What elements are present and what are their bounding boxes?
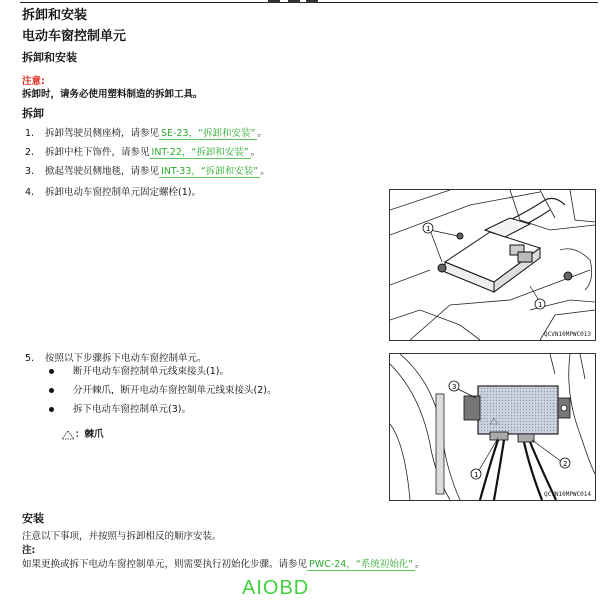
- bullet-dot: [49, 388, 54, 393]
- installation-text: 注意以下事项，并按照与拆卸相反的顺序安装。: [22, 531, 222, 542]
- pawl-icon: [61, 430, 75, 440]
- step-text: 拆卸驾驶员侧座椅，请参见: [45, 128, 160, 139]
- step-number: 1.: [25, 128, 35, 139]
- note-line: [22, 558, 425, 571]
- step-1: [45, 127, 267, 140]
- removal-heading: 拆卸: [22, 107, 44, 120]
- step-5-bullet: 断开电动车窗控制单元线束接头(1)。: [73, 366, 229, 377]
- bullet-dot: [49, 369, 54, 374]
- note-tail: 。: [415, 559, 425, 570]
- step-5-bullet: 分开棘爪，断开电动车窗控制单元线束接头(2)。: [73, 385, 277, 396]
- top-tick: [268, 0, 280, 3]
- step-2: [45, 146, 260, 159]
- step-number: 4.: [25, 187, 35, 198]
- step-text: 掀起驾驶员侧地毯，请参见: [45, 166, 160, 177]
- page-subtitle: 电动车窗控制单元: [22, 29, 127, 44]
- figure-caption: QCVN10MPWC014: [544, 491, 591, 498]
- section-title: 拆卸和安装: [22, 51, 77, 64]
- figure-bolts-drawing: [390, 190, 595, 340]
- figure-caption: QCVN10MPWC013: [544, 331, 591, 338]
- pawl-legend: [61, 428, 104, 441]
- callout-label: 1: [426, 225, 431, 233]
- caution-label: 注意:: [22, 76, 45, 87]
- step-tail: 。: [260, 166, 270, 177]
- callout-label: 1: [474, 471, 479, 479]
- callout-label: 2: [563, 460, 568, 468]
- page-title: 拆卸和安装: [22, 8, 88, 23]
- step-4-text: 拆卸电动车窗控制单元固定螺栓(1)。: [45, 187, 201, 198]
- step-number: 3.: [25, 166, 35, 177]
- link-int-33[interactable]: INT-33，“拆卸和安装”: [161, 166, 259, 177]
- link-int-22[interactable]: INT-22，“拆卸和安装”: [151, 147, 249, 158]
- step-text: 拆卸中柱下饰件，请参见: [45, 147, 150, 158]
- figure-connectors: [389, 353, 596, 501]
- figure-connectors-drawing: [390, 354, 595, 500]
- note-text: 如果更换或拆下电动车窗控制单元，则需要执行初始化步骤。请参见: [22, 559, 308, 570]
- callout-label: 3: [452, 383, 457, 391]
- watermark-logo: AIOBD: [242, 577, 310, 599]
- link-se-23[interactable]: SE-23，“拆卸和安装”: [161, 128, 256, 139]
- top-tick: [288, 0, 300, 3]
- link-pwc-24[interactable]: PWC-24，“系统初始化”: [309, 559, 414, 570]
- step-tail: 。: [257, 128, 267, 139]
- pawl-legend-text: ：棘爪: [75, 429, 104, 440]
- step-5-bullet: 拆下电动车窗控制单元(3)。: [73, 404, 191, 415]
- figure-bolts: [389, 189, 596, 341]
- bullet-dot: [49, 407, 54, 412]
- step-tail: 。: [250, 147, 261, 158]
- callout-label: 1: [538, 301, 543, 309]
- top-tick: [306, 0, 318, 3]
- step-5-text: 按照以下步骤拆下电动车窗控制单元。: [45, 353, 207, 364]
- note-label: 注:: [22, 545, 36, 556]
- caution-text: 拆卸时，请务必使用塑料制造的拆卸工具。: [22, 89, 203, 100]
- installation-heading: 安装: [22, 512, 44, 525]
- step-number: 5.: [25, 353, 35, 364]
- step-number: 2.: [25, 147, 35, 158]
- step-3: [45, 165, 270, 178]
